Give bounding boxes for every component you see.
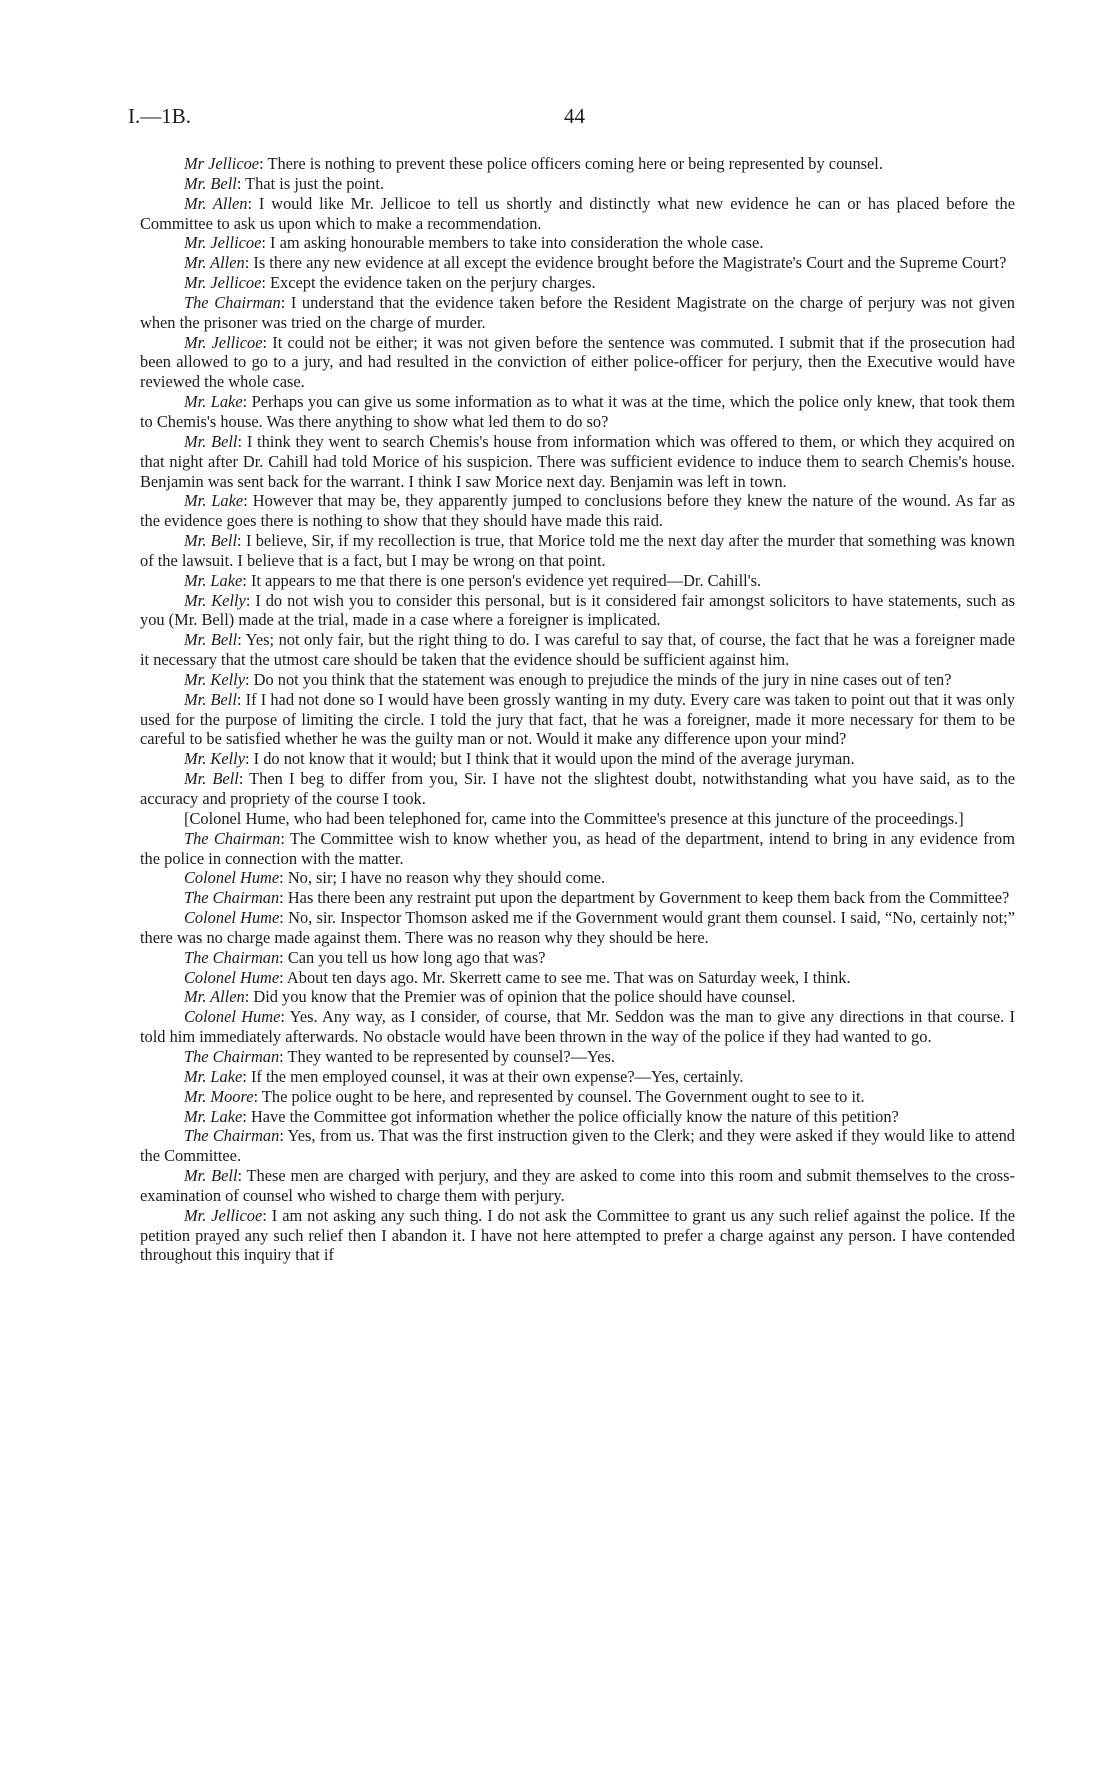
transcript-paragraph: Mr. Jellicoe: I am asking honourable members to take into consideration the whole case. — [184, 233, 764, 253]
speech-text: Can you tell us how long ago that was? — [287, 947, 546, 967]
speech-text: Yes. Any way, as I consider, of course, that Mr. Seddon was the man to give any directions in that course. I told him immediately afterwards. No obstacle would have been thrown in the way of the police if they had wanted to go. — [140, 1007, 1015, 1047]
speaker-name: Colonel Hume — [184, 868, 280, 888]
speech-text: There is nothing to prevent these police officers coming here or being represented by counsel. — [267, 154, 883, 173]
transcript-paragraph: Mr. Kelly: I do not wish you to consider this personal, but is it considered fair amongst solicitors to have statements, such as you (Mr. Bell) made at the trial, made in a case where a foreigner is implicated. — [140, 590, 1016, 630]
page-number: 44 — [564, 104, 585, 128]
speaker-name: The Chairman — [184, 1046, 280, 1066]
speech-text: Perhaps you can give us some information as to what it was at the time, which the police only knew, that took them to Chemis's house. Was there anything to show what led them to do so? — [140, 392, 1015, 431]
transcript-paragraph: Mr. Bell: I believe, Sir, if my recollection is true, that Morice told me the next day after the murder that something was known of the lawsuit. I believe that is a fact, but I may be wrong on that point. — [140, 531, 1015, 570]
speaker-name: Mr. Lake — [184, 1106, 243, 1126]
speaker-name: Mr. Lake — [184, 392, 243, 412]
speech-text: Have the Committee got information whether the police officially know the nature of this petition? — [250, 1106, 899, 1126]
speech-text: I do not wish you to consider this personal, but is it considered fair amongst solicitors to have statements, such as you (Mr. Bell) made at the trial, made in a case where a foreigner is implicated. — [140, 590, 1016, 630]
speech-text: Do not you think that the statement was enough to prejudice the minds of the jury in nine cases out of ten? — [253, 669, 952, 689]
transcript-paragraph: Mr. Lake: However that may be, they apparently jumped to conclusions before they knew the nature of the wound. As far as the evidence goes there is nothing to show that they should have made this raid. — [140, 491, 1016, 531]
speaker-name: Mr. Kelly — [184, 669, 245, 689]
transcript-paragraph: Colonel Hume: Yes. Any way, as I consider, of course, that Mr. Seddon was the man to give any directions in that course. I told him immediately afterwards. No obstacle would have been thrown in the way of the police if they had wanted to go. — [140, 1007, 1015, 1047]
speaker-name: Mr. Allen — [184, 987, 245, 1007]
transcript-paragraph: Mr. Allen: I would like Mr. Jellicoe to tell us shortly and distinctly what new evidence he can or has placed before the Committee to ask us upon which to make a recommendation. — [140, 193, 1015, 233]
speaker-name: Mr. Bell — [184, 1166, 238, 1186]
speech-text: Except the evidence taken on the perjury charges. — [270, 273, 596, 293]
transcript-paragraph: Mr. Bell: That is just the point. — [184, 173, 385, 193]
transcript-paragraph: The Chairman: The Committee wish to know whether you, as head of the department, intend to bring in any evidence from the police in connection with the matter. — [140, 828, 1015, 868]
speaker-name: Mr Jellicoe — [184, 154, 260, 173]
speech-text: Has there been any restraint put upon the department by Government to keep them back from the Committee? — [287, 888, 1010, 908]
speaker-name: Mr. Jellicoe — [184, 273, 262, 293]
speaker-name: Mr. Lake — [184, 1066, 243, 1086]
speech-text: That is just the point. — [245, 173, 385, 193]
transcript-paragraph: Mr. Bell: These men are charged with perjury, and they are asked to come into this room and submit themselves to the cross-examination of counsel who wished to charge them with perjury. — [140, 1166, 1015, 1205]
transcript-paragraph: The Chairman: Has there been any restraint put upon the department by Government to keep them back from the Committee? — [184, 888, 1010, 908]
transcript-paragraph: Mr. Kelly: Do not you think that the statement was enough to prejudice the minds of the jury in nine cases out of ten? — [184, 669, 952, 689]
speech-text: The police ought to be here, and represented by counsel. The Government ought to see to it. — [261, 1086, 865, 1106]
speaker-name: Mr. Allen — [184, 253, 245, 273]
speaker-name: The Chairman — [184, 1126, 280, 1146]
speech-text: No, sir. Inspector Thomson asked me if the Government would grant them counsel. I said, “No, certainly not;” there was no charge made against them. There was no reason why they should be here. — [140, 908, 1015, 947]
speaker-name: Mr. Bell — [184, 689, 237, 709]
speech-text: Yes; not only fair, but the right thing to do. I was careful to say that, of course, the fact that he was a foreigner made it necessary that the utmost care should be taken that the evidence should be sufficient against him. — [140, 630, 1015, 670]
speech-text: I would like Mr. Jellicoe to tell us shortly and distinctly what new evidence he can or has placed before the Committee to ask us upon which to make a recommendation. — [140, 193, 1015, 233]
speech-text: Yes, from us. That was the first instruction given to the Clerk; and they were asked if they would like to attend the Committee. — [140, 1126, 1015, 1166]
transcript-paragraph: Mr. Allen: Is there any new evidence at all except the evidence brought before the Magistrate's Court and the Supreme Court? — [184, 253, 1007, 273]
speaker-name: Mr. Kelly — [184, 590, 246, 610]
speech-text: If the men employed counsel, it was at their own expense?—Yes, certainly. — [250, 1066, 744, 1086]
speaker-name: Mr. Bell — [184, 531, 238, 551]
transcript-paragraph: Mr. Bell: Then I beg to differ from you, Sir. I have not the slightest doubt, notwithstanding what you have said, as to the accuracy and propriety of the course I took. — [140, 769, 1016, 808]
speech-text: However that may be, they apparently jumped to conclusions before they knew the nature of the wound. As far as the evidence goes there is nothing to show that they should have made this raid. — [140, 491, 1016, 531]
speech-text: It appears to me that there is one person's evidence yet required—Dr. Cahill's. — [250, 570, 762, 590]
transcript-paragraph: Mr. Lake: If the men employed counsel, it was at their own expense?—Yes, certainly. — [184, 1066, 744, 1086]
transcript-paragraph: Colonel Hume: No, sir. Inspector Thomson asked me if the Government would grant them counsel. I said, “No, certainly not;” there was no charge made against them. There was no reason why they should be here. — [140, 908, 1015, 947]
transcript-paragraph: Mr Jellicoe: There is nothing to prevent these police officers coming here or being represented by counsel. — [184, 154, 883, 173]
transcript-paragraph: Mr. Lake: Perhaps you can give us some information as to what it was at the time, which the police only knew, that took them to Chemis's house. Was there anything to show what led them to do so? — [140, 392, 1015, 431]
transcript-paragraph: Mr. Bell: Yes; not only fair, but the right thing to do. I was careful to say that, of course, the fact that he was a foreigner made it necessary that the utmost care should be taken that the evidence should be sufficient against him. — [140, 630, 1015, 670]
speaker-name: Mr. Lake — [184, 570, 243, 590]
page-header — [128, 104, 1018, 134]
transcript-paragraph: Mr. Bell: I think they went to search Chemis's house from information which was offered to them, or which they acquired on that night after Dr. Cahill had told Morice of his suspicion. There was sufficient evidence to induce them to search Chemis's house. Benjamin was sent back for the warrant. I think I saw Morice next day. Benjamin was left in town. — [140, 431, 1016, 491]
transcript-paragraph: Mr. Jellicoe: Except the evidence taken on the perjury charges. — [184, 273, 596, 293]
transcript-paragraph: Mr. Lake: It appears to me that there is one person's evidence yet required—Dr. Cahill's. — [184, 570, 762, 590]
speech-text: I think they went to search Chemis's house from information which was offered to them, or which they acquired on that night after Dr. Cahill had told Morice of his suspicion. There was sufficient evidence to induce them to search Chemis's house. Benjamin was sent back for the warrant. I think I saw Morice next day. Benjamin was left in town. — [140, 431, 1016, 491]
transcript-paragraph: Mr. Jellicoe: I am not asking any such thing. I do not ask the Committee to grant us any such relief against the police. If the petition prayed any such relief then I abandon it. I have not here attempted to prefer a charge against any person. I have contended throughout this inquiry that if — [140, 1205, 1015, 1265]
speech-text: Then I beg to differ from you, Sir. I have not the slightest doubt, notwithstanding what you have said, as to the accuracy and propriety of the course I took. — [140, 769, 1016, 808]
speaker-name: The Chairman — [184, 888, 280, 908]
speech-text: I do not know that it would; but I think that it would upon the mind of the average juryman. — [253, 749, 855, 769]
transcript-paragraph: The Chairman: Yes, from us. That was the first instruction given to the Clerk; and they were asked if they would like to attend the Committee. — [140, 1126, 1015, 1166]
speech-text: Is there any new evidence at all except the evidence brought before the Magistrate's Court and the Supreme Court? — [253, 253, 1007, 273]
speech-text: I am asking honourable members to take into consideration the whole case. — [270, 233, 764, 253]
speech-text: I believe, Sir, if my recollection is true, that Morice told me the next day after the murder that something was known of the lawsuit. I believe that is a fact, but I may be wrong on that point. — [140, 531, 1015, 570]
document-reference: I.—1B. — [128, 104, 191, 128]
speaker-name: Colonel Hume — [184, 967, 280, 987]
speaker-name: The Chairman — [184, 292, 281, 312]
transcript-body — [140, 154, 1015, 1265]
speaker-name: Mr. Allen — [184, 193, 248, 213]
transcript-paragraph: Mr. Allen: Did you know that the Premier was of opinion that the police should have counsel. — [184, 987, 796, 1007]
transcript-paragraph: Mr. Moore: The police ought to be here, and represented by counsel. The Government ought to see to it. — [184, 1086, 865, 1106]
speech-text: If I had not done so I would have been grossly wanting in my duty. Every care was taken to point out that it was only used for the purpose of limiting the circle. I told the jury that fact, that he was a foreigner, made it more necessary for them to be careful to be satisfied whether he was the guilty man or not. Would it make any difference upon your mind? — [140, 689, 1015, 749]
transcript-paragraph: Mr. Bell: If I had not done so I would have been grossly wanting in my duty. Every care was taken to point out that it was only used for the purpose of limiting the circle. I told the jury that fact, that he was a foreigner, made it more necessary for them to be careful to be satisfied whether he was the guilty man or not. Would it make any difference upon your mind? — [140, 689, 1015, 749]
speaker-name: Mr. Lake — [184, 491, 244, 511]
speaker-name: Colonel Hume — [184, 1007, 281, 1027]
speaker-name: Mr. Kelly — [184, 749, 245, 769]
speech-text: Did you know that the Premier was of opinion that the police should have counsel. — [253, 987, 796, 1007]
speech-text: I understand that the evidence taken before the Resident Magistrate on the charge of perjury was not given when the prisoner was tried on the charge of murder. — [140, 292, 1015, 332]
speech-text: These men are charged with perjury, and they are asked to come into this room and submit themselves to the cross-examination of counsel who wished to charge them with perjury. — [140, 1166, 1015, 1205]
speaker-name: Mr. Bell — [184, 173, 237, 193]
speaker-name: Mr. Bell — [184, 630, 238, 650]
speaker-name: Mr. Moore — [184, 1086, 254, 1106]
transcript-paragraph: Colonel Hume: No, sir; I have no reason why they should come. — [184, 868, 606, 888]
transcript-paragraph: Mr. Lake: Have the Committee got information whether the police officially know the nature of this petition? — [184, 1106, 899, 1126]
speech-text: [Colonel Hume, who had been telephoned for, came into the Committee's presence at this juncture of the proceedings.] — [184, 808, 964, 828]
speaker-name: The Chairman — [184, 947, 280, 967]
speech-text: It could not be either; it was not given before the sentence was commuted. I submit that if the prosecution had been allowed to go to a jury, and had resulted in the conviction of either police-officer for perjury, then the Executive would have reviewed the whole case. — [140, 332, 1015, 392]
transcript-paragraph: The Chairman: They wanted to be represented by counsel?—Yes. — [184, 1046, 615, 1066]
transcript-paragraph: The Chairman: I understand that the evidence taken before the Resident Magistrate on the charge of perjury was not given when the prisoner was tried on the charge of murder. — [140, 292, 1015, 332]
speech-text: No, sir; I have no reason why they should come. — [287, 868, 606, 888]
speech-text: About ten days ago. Mr. Skerrett came to see me. That was on Saturday week, I think. — [286, 967, 851, 987]
transcript-paragraph: Mr. Jellicoe: It could not be either; it was not given before the sentence was commuted. I submit that if the prosecution had been allowed to go to a jury, and had resulted in the conviction of either police-officer for perjury, then the Executive would have reviewed the whole case. — [140, 332, 1015, 392]
speaker-name: Mr. Bell — [184, 769, 239, 789]
transcript-paragraph: Mr. Kelly: I do not know that it would; but I think that it would upon the mind of the average juryman. — [184, 749, 855, 769]
speaker-name: Mr. Jellicoe — [184, 1205, 263, 1225]
speaker-name: Mr. Bell — [184, 431, 238, 451]
speaker-name: Colonel Hume — [184, 908, 280, 928]
speaker-name: Mr. Jellicoe — [184, 233, 262, 253]
speaker-name: The Chairman — [184, 828, 281, 848]
speech-text: They wanted to be represented by counsel?—Yes. — [287, 1046, 615, 1066]
transcript-paragraph: The Chairman: Can you tell us how long ago that was? — [184, 947, 546, 967]
speaker-name: Mr. Jellicoe — [184, 332, 263, 352]
speech-text: I am not asking any such thing. I do not ask the Committee to grant us any such relief against the police. If the petition prayed any such relief then I abandon it. I have not here attempted to prefer a charge against any person. I have contended throughout this inquiry that if — [140, 1205, 1015, 1265]
transcript-paragraph — [140, 809, 1015, 829]
transcript-paragraph: Colonel Hume: About ten days ago. Mr. Skerrett came to see me. That was on Saturday week, I think. — [184, 967, 851, 987]
speech-text: The Committee wish to know whether you, as head of the department, intend to bring in any evidence from the police in connection with the matter. — [140, 828, 1015, 868]
